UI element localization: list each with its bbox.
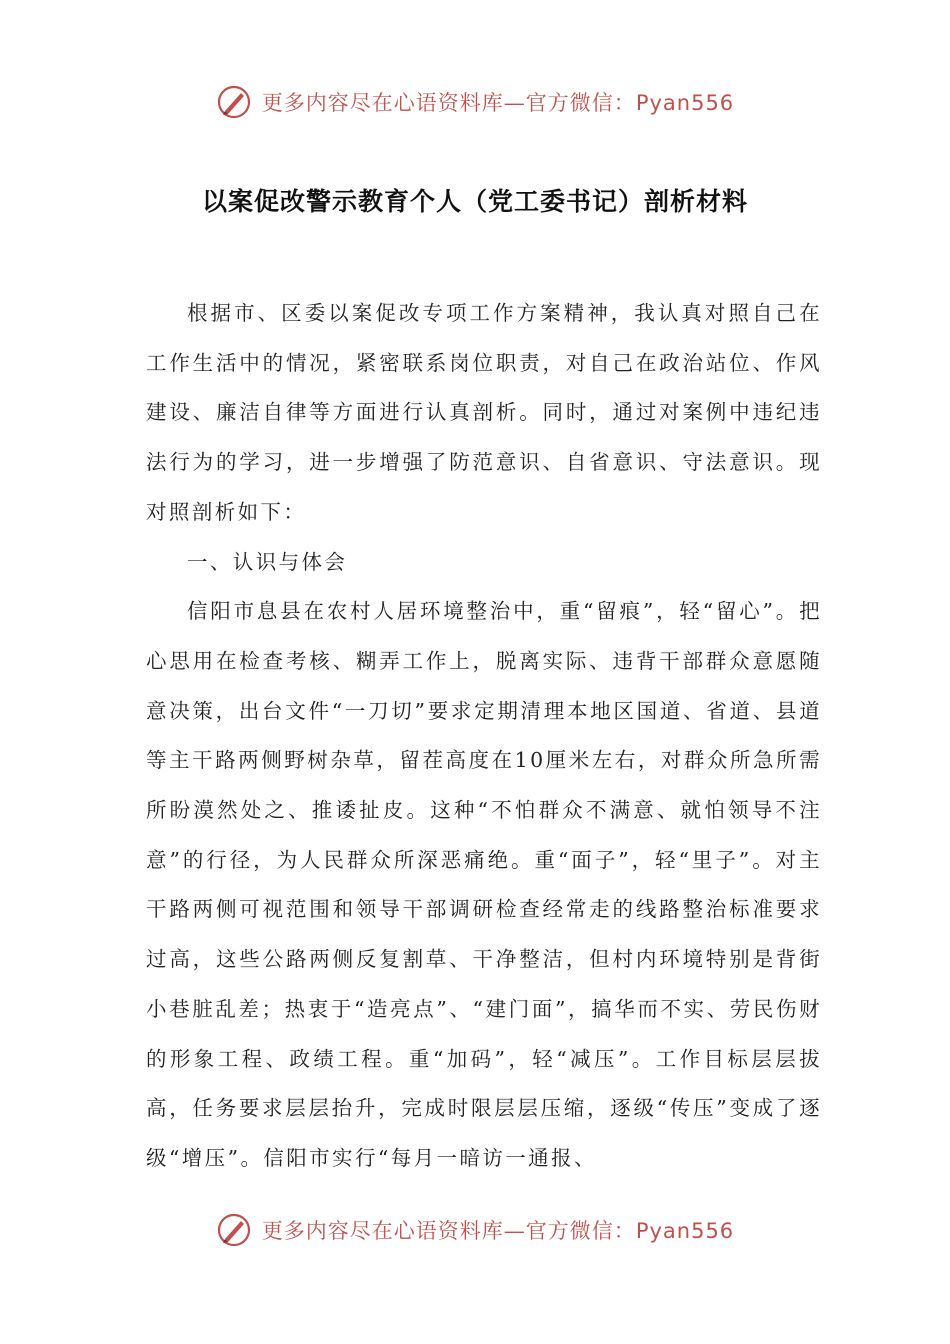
- document-title: 以案促改警示教育个人（党工委书记）剖析材料: [201, 187, 748, 216]
- footer-watermark-banner: [0, 1212, 950, 1248]
- document-body: [146, 289, 822, 1184]
- body-paragraph: 信阳市息县在农村人居环境整治中，重“留痕”，轻“留心”。把心思用在检查考核、糊弄工作上，脱离实际、违背干部群众意愿随意决策，出台文件“一刀切”要求定期清理本地区国道、省道、县道等主干路两侧野树杂草，留茬高度在10厘米左右，对群众所急所需所盼漠然处之、推诿扯皮。这种“不怕群众不满意、就怕领导不注意”的行径，为人民群众所深恶痛绝。重“面子”，轻“里子”。对主干路两侧可视范围和领导干部调研检查经常走的线路整治标准要求过高，这些公路两侧反复割草、干净整洁，但村内环境特别是背街小巷脏乱差；热衷于“造亮点”、“建门面”，搞华而不实、劳民伤财的形象工程、政绩工程。重“加码”，轻“减压”。工作目标层层拔高，任务要求层层抬升，完成时限层层压缩，逐级“传压”变成了逐级“增压”。信阳市实行“每月一暗访一通报、: [146, 599, 822, 1170]
- section-heading: 一、认识与体会: [187, 549, 348, 574]
- intro-paragraph: 根据市、区委以案促改专项工作方案精神，我认真对照自己在工作生活中的情况，紧密联系岗位职责，对自己在政治站位、作风建设、廉洁自律等方面进行认真剖析。同时，通过对案例中违纪违法行为的学习，进一步增强了防范意识、自省意识、守法意识。现对照剖析如下：: [146, 301, 822, 524]
- header-watermark-banner: [0, 84, 950, 120]
- pen-logo-icon: [216, 1212, 252, 1248]
- watermark-text: 更多内容尽在心语资料库—官方微信：Pyan556: [261, 1219, 735, 1243]
- pen-logo-icon: [216, 84, 252, 120]
- watermark-text: 更多内容尽在心语资料库—官方微信：Pyan556: [261, 91, 735, 115]
